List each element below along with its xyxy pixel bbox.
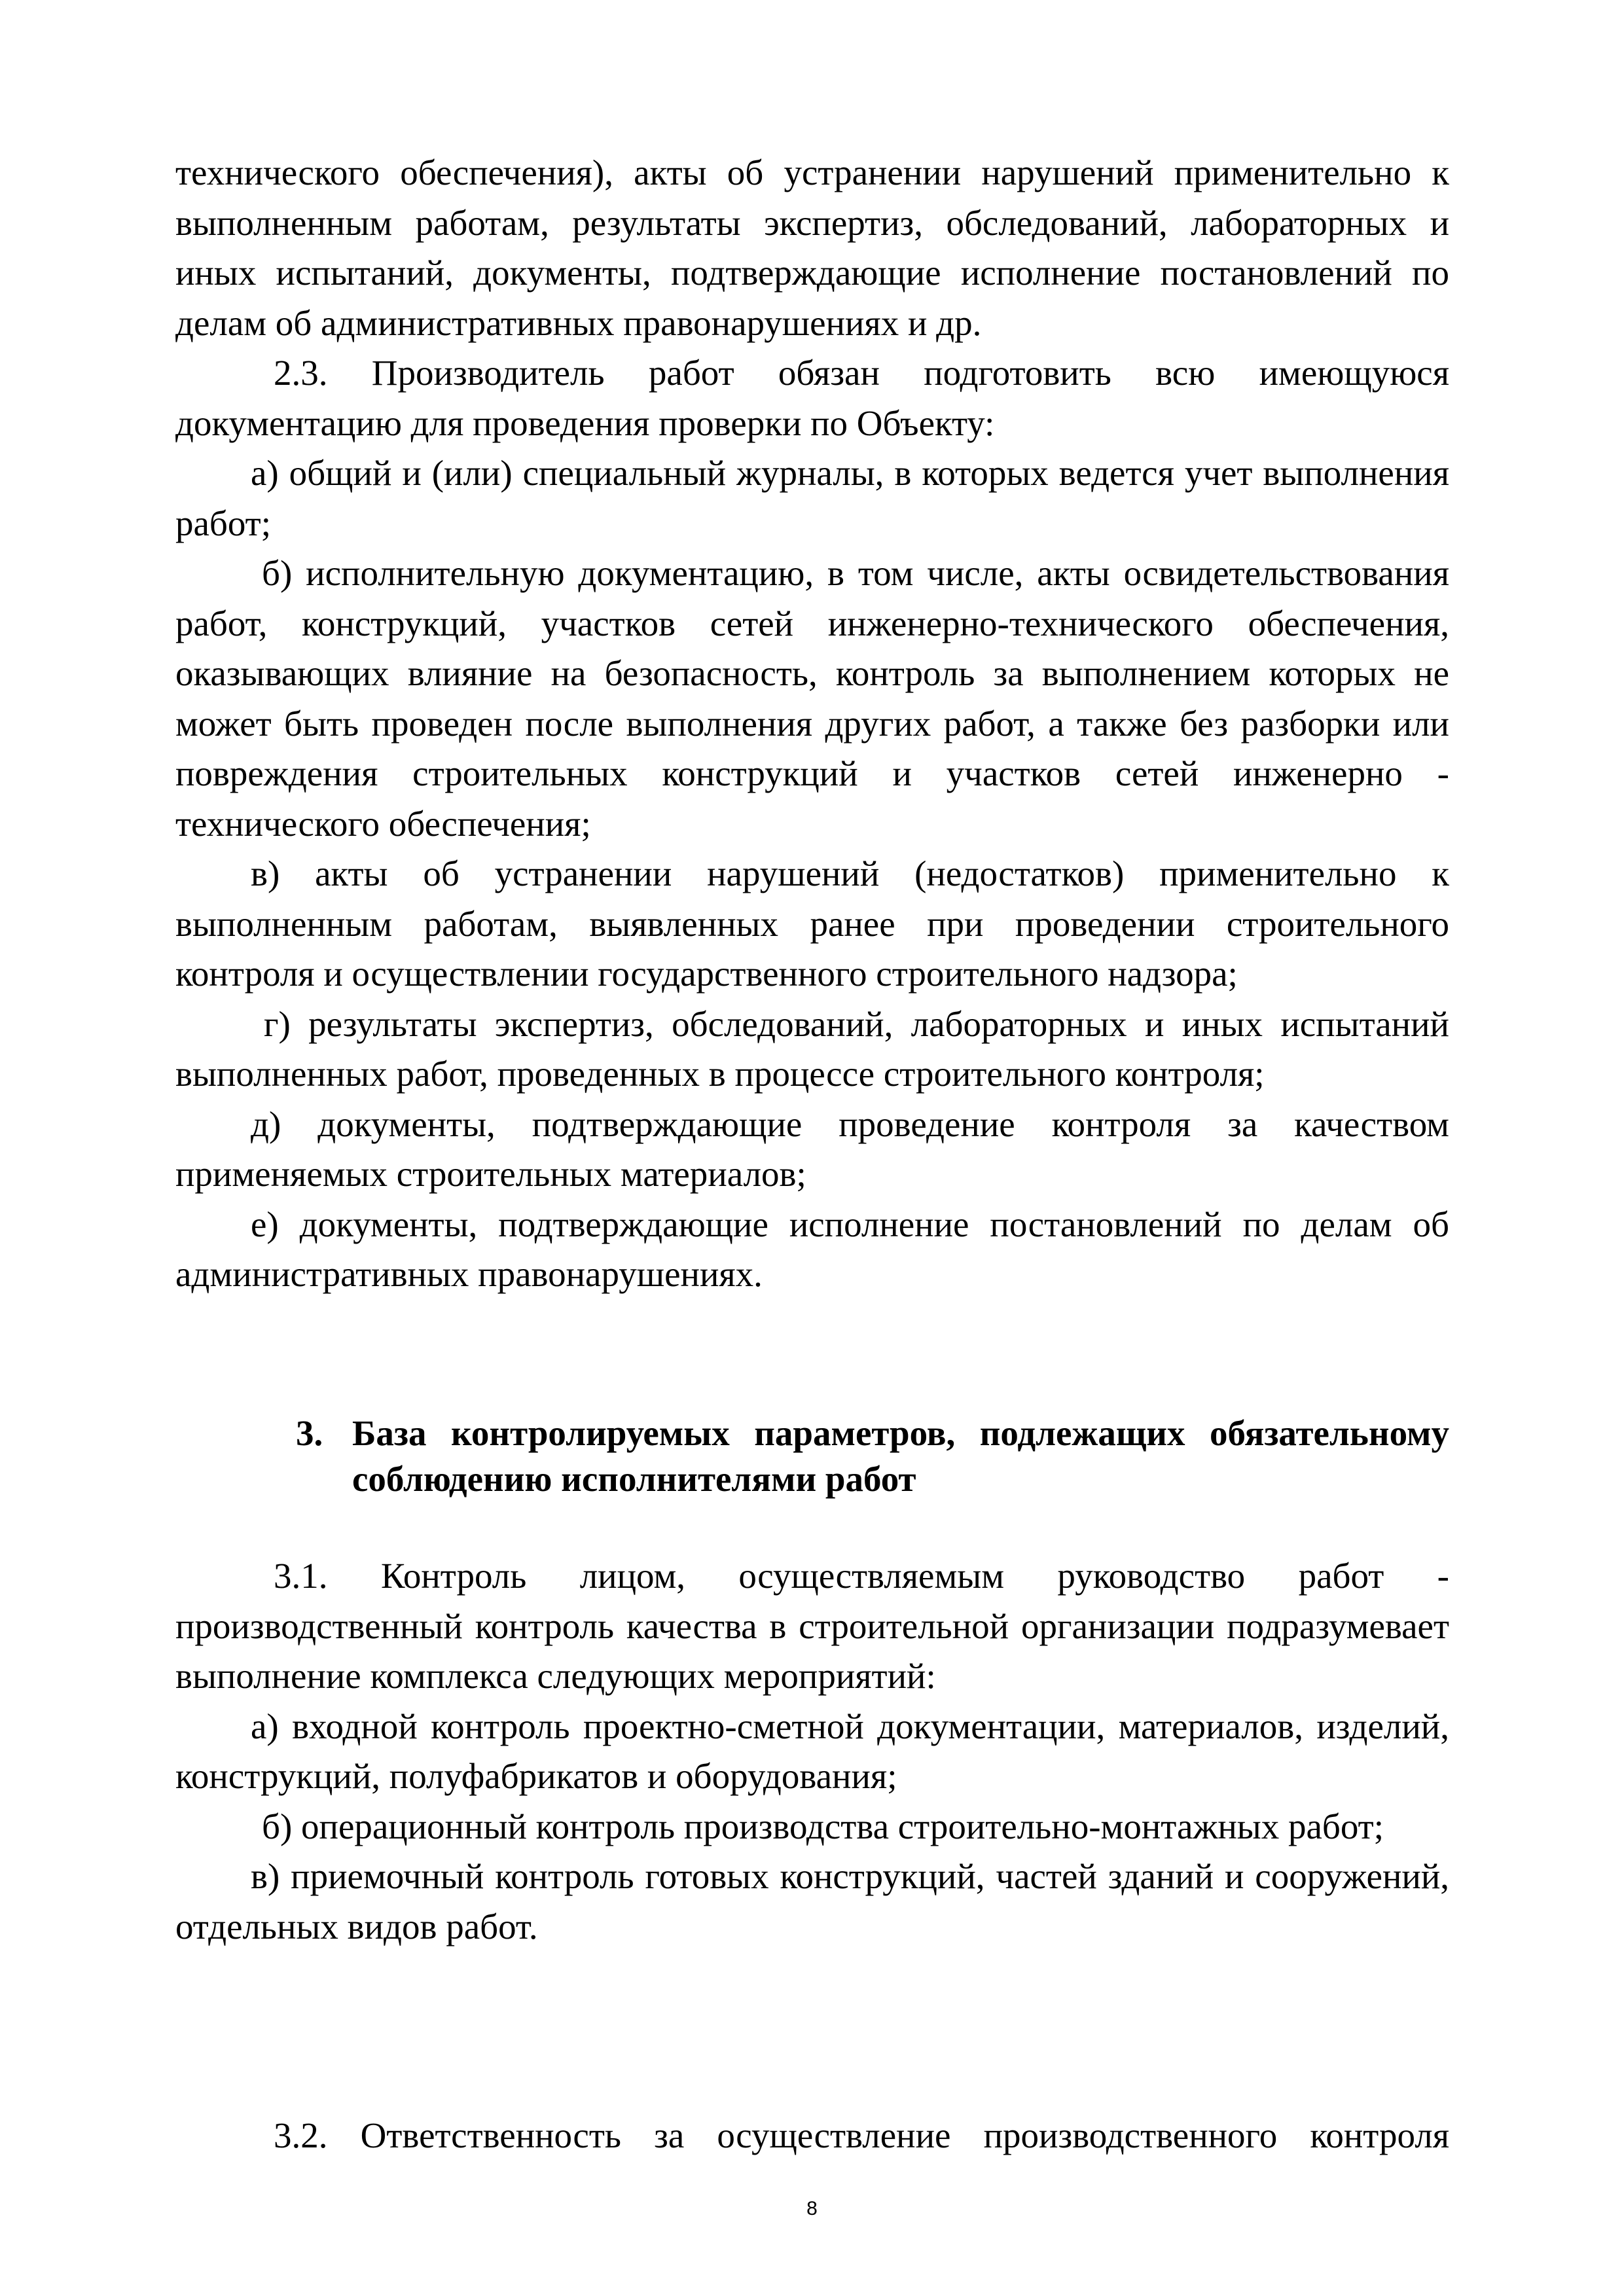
body-text-section-3: [175, 1551, 1449, 1952]
list-item-d: д) документы, подтверждающие проведение контроля за качеством применяемых строительных материалов;: [175, 1103, 1449, 1194]
list-item-b: б) операционный контроль производства строительно-монтажных работ;: [262, 1806, 1384, 1846]
list-item-g: г) результаты экспертиз, обследований, лабораторных и иных испытаний выполненных работ, проведенных в процессе строительного контроля;: [175, 1003, 1449, 1094]
page-number: 8: [806, 2198, 818, 2219]
paragraph-3-2: 3.2. Ответственность за осуществление производственного контроля: [274, 2115, 1449, 2155]
paragraph-2-3: 2.3. Производитель работ обязан подготовить всю имеющуюся документацию для проведения проверки по Объекту:: [175, 353, 1449, 443]
list-item-v: в) приемочный контроль готовых конструкций, частей зданий и сооружений, отдельных видов работ.: [175, 1856, 1449, 1946]
body-text-bottom: [175, 2111, 1449, 2161]
section-title: База контролируемых параметров, подлежащих обязательному соблюдению исполнителями работ: [352, 1413, 1449, 1499]
section-number: 3.: [296, 1413, 323, 1453]
list-item-b: б) исполнительную документацию, в том числе, акты освидетельствования работ, конструкций, участков сетей инженерно-технического обеспечения, оказывающих влияние на безопасность, контроль за выполнением которых не может быть проведен после выполнения других работ, а также без разборки или повреждения строительных конструкций и участков сетей инженерно - технического обеспечения;: [175, 553, 1449, 844]
list-item-a: а) входной контроль проектно-сметной документации, материалов, изделий, конструкций, полуфабрикатов и оборудования;: [175, 1706, 1449, 1796]
paragraph-continuation: технического обеспечения), акты об устранении нарушений применительно к выполненным работам, результаты экспертиз, обследований, лабораторных и иных испытаний, документы, подтверждающие исполнение постановлений по делам об административных правонарушениях и др.: [175, 152, 1449, 343]
body-text-top: [175, 148, 1449, 1300]
paragraph-3-1: 3.1. Контроль лицом, осуществляемым руководство работ - производственный контроль качества в строительной организации подразумевает выполнение комплекса следующих мероприятий:: [175, 1556, 1449, 1696]
list-item-e: е) документы, подтверждающие исполнение постановлений по делам об административных правонарушениях.: [175, 1204, 1449, 1294]
list-item-v: в) акты об устранении нарушений (недостатков) применительно к выполненным работам, выявленных ранее при проведении строительного контроля и осуществлении государственного строительного надзора;: [175, 853, 1449, 994]
section-heading: [296, 1410, 1449, 1502]
list-item-a: а) общий и (или) специальный журналы, в которых ведется учет выполнения работ;: [175, 453, 1449, 543]
